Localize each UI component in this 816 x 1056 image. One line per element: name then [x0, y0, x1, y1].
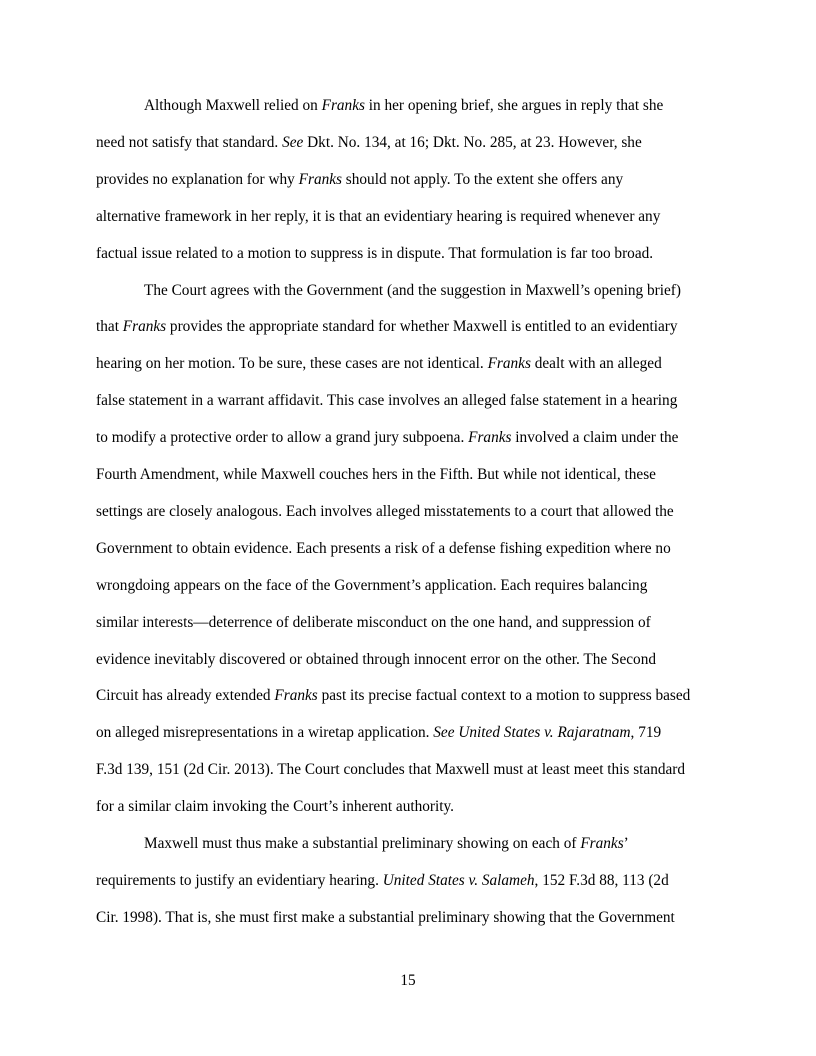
text-line: [96, 466, 656, 484]
text-line: [96, 208, 660, 226]
text-span: provides no explanation for why: [96, 170, 299, 188]
text-span: that: [96, 318, 123, 336]
text-span: past its precise factual context to a motion to suppress based: [317, 687, 691, 705]
text-span: similar interests—deterrence of deliberate misconduct on the one hand, and suppression of: [96, 613, 651, 631]
text-span: need not satisfy that standard.: [96, 133, 283, 151]
text-span: Cir. 1998). That is, she must first make a substantial preliminary showing that the Government: [96, 908, 675, 926]
text-line: [96, 245, 653, 263]
text-line: [96, 318, 678, 336]
text-line: [144, 835, 629, 853]
italic-text: See United States v. Rajaratnam: [433, 724, 631, 742]
italic-text: Franks: [580, 835, 624, 852]
text-line: [96, 392, 677, 410]
text-span: for a similar claim invoking the Court’s inherent authority.: [96, 798, 454, 816]
text-span: requirements to justify an evidentiary hearing.: [96, 871, 383, 889]
text-span: should not apply. To the extent she offers any: [341, 170, 624, 188]
italic-text: Franks: [487, 355, 531, 373]
text-line: [144, 282, 681, 300]
text-span: hearing on her motion. To be sure, these cases are not identical.: [96, 355, 488, 373]
italic-text: United States v. Salameh: [382, 871, 535, 889]
text-span: alternative framework in her reply, it is that an evidentiary hearing is required whenever any: [96, 207, 661, 225]
text-span: Fourth Amendment, while Maxwell couches hers in the Fifth. But while not identical, these: [96, 466, 656, 483]
text-span: to modify a protective order to allow a grand jury subpoena.: [96, 429, 469, 447]
text-line: [144, 97, 663, 115]
text-span: false statement in a warrant affidavit. This case involves an alleged false statement in a hearing: [96, 392, 678, 410]
text-span: dealt with an alleged: [530, 355, 662, 373]
text-line: [96, 577, 647, 595]
text-span: Maxwell must thus make a substantial preliminary showing on each of: [144, 835, 581, 852]
italic-text: See: [282, 133, 304, 151]
italic-text: Franks: [122, 318, 167, 336]
text-line: [96, 872, 669, 890]
text-line: [96, 651, 656, 669]
text-span: settings are closely analogous. Each involves alleged misstatements to a court that allowed the: [96, 502, 674, 520]
text-line: [96, 503, 674, 521]
italic-text: Franks: [298, 170, 342, 188]
page-number: 15: [400, 972, 416, 989]
text-line: [96, 429, 678, 447]
text-line: [96, 798, 454, 816]
text-span: , 719: [630, 724, 662, 742]
italic-text: Franks: [468, 429, 512, 447]
text-span: Dkt. No. 134, at 16; Dkt. No. 285, at 23. However, she: [303, 133, 642, 151]
text-line: [96, 171, 623, 189]
text-span: evidence inevitably discovered or obtained through innocent error on the other. The Second: [96, 650, 657, 668]
text-span: ’: [623, 835, 629, 852]
text-line: [96, 614, 651, 632]
text-line: [96, 761, 685, 779]
text-span: F.3d 139, 151 (2d Cir. 2013). The Court concludes that Maxwell must at least meet this standard: [96, 761, 686, 779]
italic-text: Franks: [321, 97, 365, 114]
text-line: [96, 134, 642, 152]
text-span: in her opening brief, she argues in reply that she: [364, 97, 664, 114]
text-line: [96, 355, 662, 373]
text-span: , 152 F.3d 88, 113 (2d: [534, 871, 669, 889]
text-span: Government to obtain evidence. Each presents a risk of a defense fishing expedition where no: [96, 539, 671, 557]
text-span: The Court agrees with the Government (and the suggestion in Maxwell’s opening brief): [144, 281, 681, 299]
text-line: [96, 540, 671, 558]
text-span: on alleged misrepresentations in a wiretap application.: [96, 724, 434, 742]
text-span: involved a claim under the: [511, 429, 679, 447]
text-span: factual issue related to a motion to suppress is in dispute. That formulation is far too broad.: [96, 244, 654, 262]
text-span: Although Maxwell relied on: [144, 97, 322, 114]
text-span: wrongdoing appears on the face of the Government’s application. Each requires balancing: [96, 576, 648, 594]
text-line: [96, 724, 661, 742]
italic-text: Franks: [274, 687, 318, 705]
text-line: [96, 909, 675, 927]
text-line: [96, 687, 690, 705]
text-span: Circuit has already extended: [96, 687, 275, 705]
text-span: provides the appropriate standard for whether Maxwell is entitled to an evidentiary: [166, 318, 678, 336]
